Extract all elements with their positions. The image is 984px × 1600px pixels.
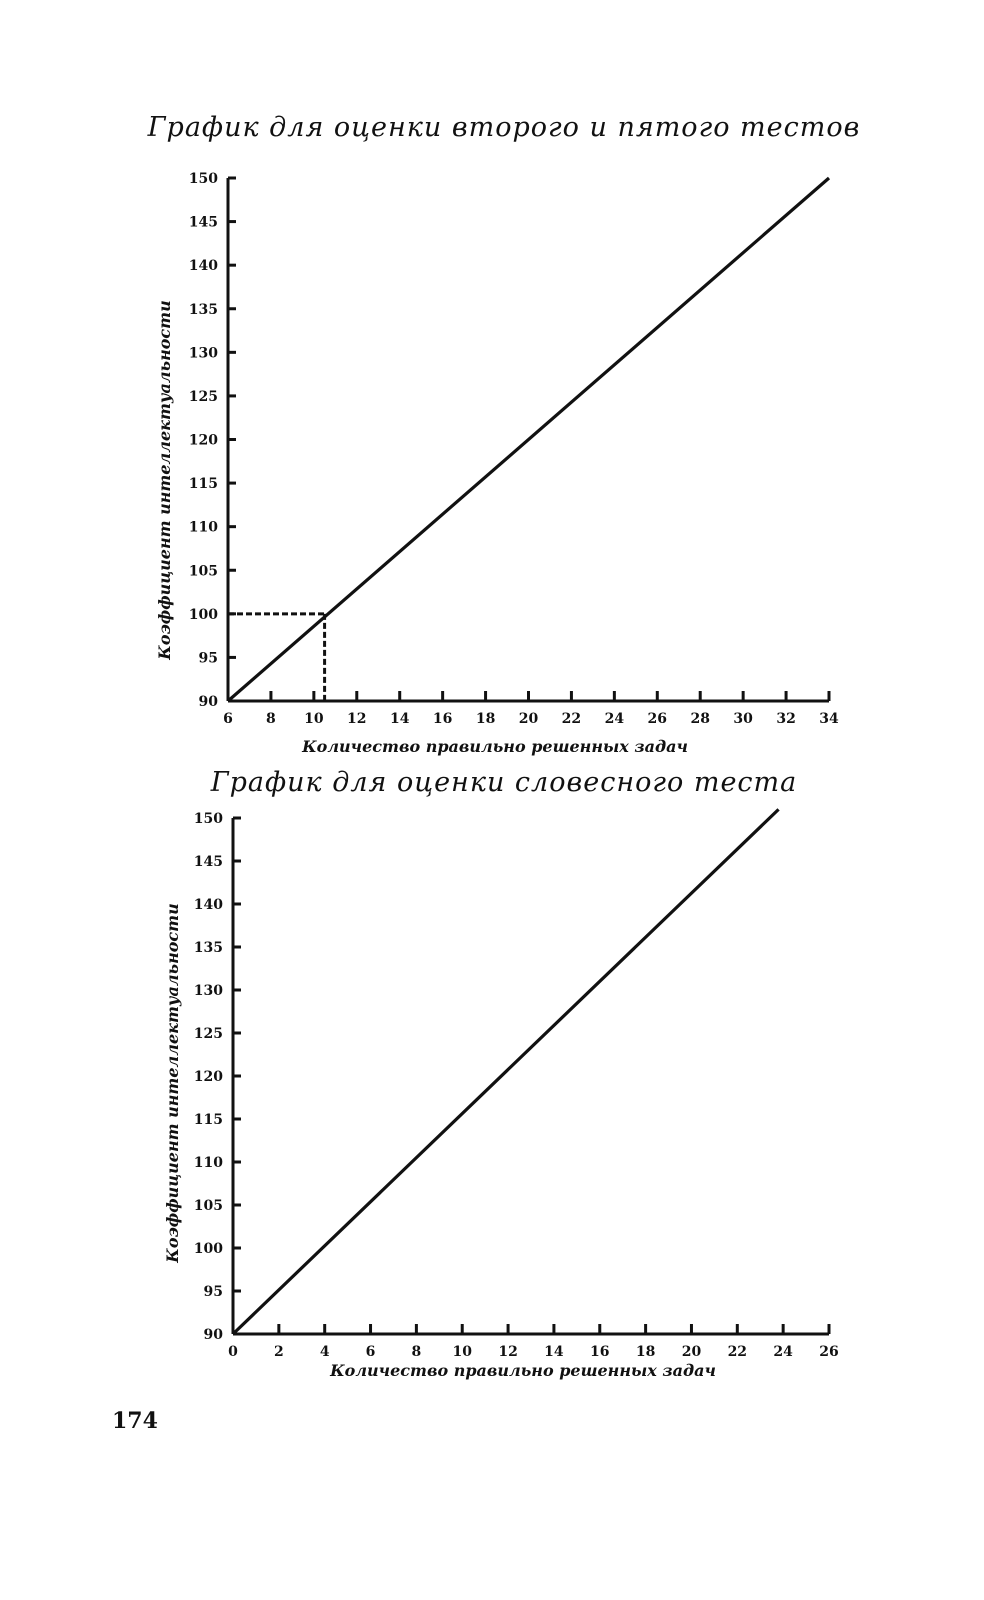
y-tick-label: 110 — [193, 1155, 223, 1171]
y-axis-label: Коэффициент интеллектуальности — [155, 300, 174, 660]
y-tick-label: 125 — [188, 388, 218, 405]
y-axis-label: Коэффициент интеллектуальности — [163, 903, 182, 1263]
x-tick-label: 28 — [690, 711, 710, 727]
x-tick-label: 24 — [604, 711, 625, 727]
x-axis-label: Количество правильно решенных задач — [302, 737, 688, 756]
y-tick-label: 145 — [188, 214, 218, 231]
x-tick-label: 20 — [681, 1344, 702, 1360]
series-line — [233, 809, 779, 1334]
x-tick-label: 22 — [727, 1344, 748, 1360]
y-tick-label: 105 — [193, 1198, 223, 1214]
y-tick-label: 90 — [198, 694, 218, 710]
y-tick-label: 140 — [193, 897, 223, 913]
x-tick-label: 10 — [304, 711, 324, 727]
y-tick-label: 100 — [188, 606, 218, 623]
y-tick-label: 90 — [203, 1327, 223, 1343]
y-tick-label: 115 — [188, 476, 218, 493]
x-tick-label: 16 — [590, 1344, 610, 1360]
x-tick-label: 16 — [432, 711, 453, 727]
y-tick-label: 140 — [188, 258, 218, 275]
x-tick-label: 10 — [452, 1344, 472, 1360]
y-tick-label: 95 — [198, 650, 218, 667]
y-tick-label: 125 — [193, 1026, 223, 1042]
x-tick-label: 2 — [273, 1344, 284, 1360]
x-tick-label: 6 — [223, 711, 233, 727]
x-tick-label: 24 — [773, 1344, 793, 1360]
x-tick-label: 20 — [518, 711, 539, 727]
page-number: 174 — [112, 1408, 158, 1434]
chart-1-title: График для оценки второго и пятого тестов — [147, 112, 861, 143]
x-axis-label: Количество правильно решенных задач — [330, 1361, 716, 1380]
x-tick-label: 8 — [411, 1344, 422, 1360]
x-tick-label: 14 — [389, 711, 410, 727]
x-tick-label: 30 — [733, 711, 753, 727]
y-tick-label: 135 — [193, 940, 223, 956]
y-tick-label: 120 — [193, 1069, 223, 1085]
y-tick-label: 150 — [188, 171, 218, 187]
chart-2-title: График для оценки словесного теста — [210, 767, 798, 798]
x-tick-label: 6 — [365, 1344, 376, 1360]
x-tick-label: 34 — [819, 711, 839, 727]
y-tick-label: 100 — [193, 1241, 223, 1257]
y-tick-label: 150 — [193, 811, 223, 827]
x-tick-label: 0 — [228, 1344, 238, 1360]
y-tick-label: 130 — [188, 345, 218, 362]
x-tick-label: 12 — [498, 1344, 518, 1360]
x-tick-label: 26 — [647, 711, 668, 727]
y-tick-label: 135 — [188, 301, 218, 318]
x-tick-label: 22 — [561, 711, 582, 727]
x-tick-label: 4 — [319, 1344, 330, 1360]
x-tick-label: 12 — [347, 711, 367, 727]
x-tick-label: 18 — [475, 711, 496, 727]
x-tick-label: 18 — [635, 1344, 656, 1360]
y-tick-label: 110 — [188, 519, 218, 536]
x-tick-label: 14 — [544, 1344, 564, 1360]
y-tick-label: 120 — [188, 432, 218, 449]
y-tick-label: 115 — [193, 1112, 223, 1128]
y-tick-label: 130 — [193, 983, 223, 999]
x-tick-label: 32 — [776, 711, 796, 727]
y-tick-label: 105 — [188, 563, 218, 580]
x-tick-label: 26 — [819, 1344, 839, 1360]
y-tick-label: 145 — [193, 854, 223, 870]
x-tick-label: 8 — [266, 711, 276, 727]
y-tick-label: 95 — [203, 1284, 223, 1300]
